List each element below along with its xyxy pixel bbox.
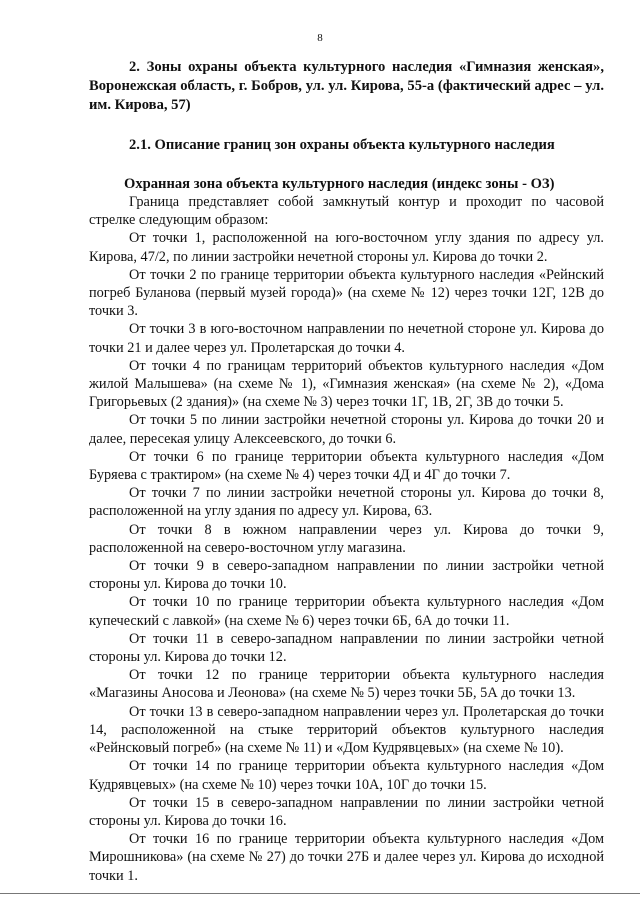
paragraph: От точки 12 по границе территории объекта культурного наследия «Магазины Аносова и Леонова» (на схеме № 5) через точки 5Б, 5А до точки 13. <box>89 667 604 702</box>
paragraph: От точки 3 в юго-восточном направлении по нечетной стороне ул. Кирова до точки 21 и далее через ул. Пролетарская до точки 4. <box>89 321 604 356</box>
paragraph: От точки 1, расположенной на юго-восточном углу здания по адресу ул. Кирова, 47/2, по линии застройки нечетной стороны ул. Кирова до точки 2. <box>89 230 604 265</box>
paragraph-list <box>89 193 604 885</box>
paragraph: От точки 2 по границе территории объекта культурного наследия «Рейнский погреб Буланова (первый музей города)» (на схеме № 12) через точки 12Г, 12В до точки 3. <box>89 266 604 320</box>
paragraph: Граница представляет собой замкнутый контур и проходит по часовой стрелке следующим образом: <box>89 194 604 229</box>
zone-title: Охранная зона объекта культурного наследия (индекс зоны - ОЗ) <box>124 176 555 192</box>
paragraph: От точки 5 по линии застройки нечетной стороны ул. Кирова до точки 20 и далее, пересекая улицу Алексеевского, до точки 6. <box>89 412 604 447</box>
paragraph: От точки 15 в северо-западном направлении по линии застройки четной стороны ул. Кирова до точки 16. <box>89 794 604 829</box>
paragraph: От точки 16 по границе территории объекта культурного наследия «Дом Мирошникова» (на схеме № 27) до точки 27Б и далее через ул. Кирова до исходной точки 1. <box>89 831 604 884</box>
paragraph: От точки 6 по границе территории объекта культурного наследия «Дом Буряева с трактиром» (на схеме № 4) через точки 4Д и 4Г до точки 7. <box>89 448 604 484</box>
document-body <box>89 58 604 885</box>
paragraph: От точки 8 в южном направлении через ул. Кирова до точки 9, расположенной на северо-восточном углу магазина. <box>89 521 604 556</box>
paragraph: От точки 13 в северо-западном направлении через ул. Пролетарская до точки 14, расположенной на стыке территорий объектов культурного наследия «Рейнсковый погреб» (на схеме № 11) и «Дом Кудрявцевых» (на схеме № 10). <box>89 703 604 757</box>
paragraph: От точки 11 в северо-западном направлении по линии застройки четной стороны ул. Кирова до точки 12. <box>89 630 604 666</box>
paragraph: От точки 7 по линии застройки нечетной стороны ул. Кирова до точки 8, расположенной на углу здания по адресу ул. Кирова, 63. <box>89 485 604 520</box>
paragraph: От точки 4 по границам территорий объектов культурного наследия «Дом жилой Малышева» (на схеме № 1), «Гимназия женская» (на схеме № 2), «Дома Григорьевых (2 здания)» (на схеме № 3) через точки 1Г, 1В, 2Г, 3В до точки 5. <box>89 357 604 411</box>
paragraph: От точки 14 по границе территории объекта культурного наследия «Дом Кудрявцевых» (на схеме № 10) через точки 10А, 10Г до точки 15. <box>89 758 604 793</box>
paragraph: От точки 10 по границе территории объекта культурного наследия «Дом купеческий с лавкой» (на схеме № 6) через точки 6Б, 6А до точки 11. <box>89 594 604 629</box>
paragraph: От точки 9 в северо-западном направлении по линии застройки четной стороны ул. Кирова до точки 10. <box>89 558 604 593</box>
subsection-heading: 2.1. Описание границ зон охраны объекта культурного наследия <box>129 137 555 153</box>
page-number: 8 <box>317 32 323 44</box>
footer-rule <box>0 893 640 894</box>
section-heading: 2. Зоны охраны объекта культурного наследия «Гимназия женская», Воронежская область, г. Бобров, ул. ул. Кирова, 55-а (фактический адрес – ул. им. Кирова, 57) <box>89 59 604 113</box>
